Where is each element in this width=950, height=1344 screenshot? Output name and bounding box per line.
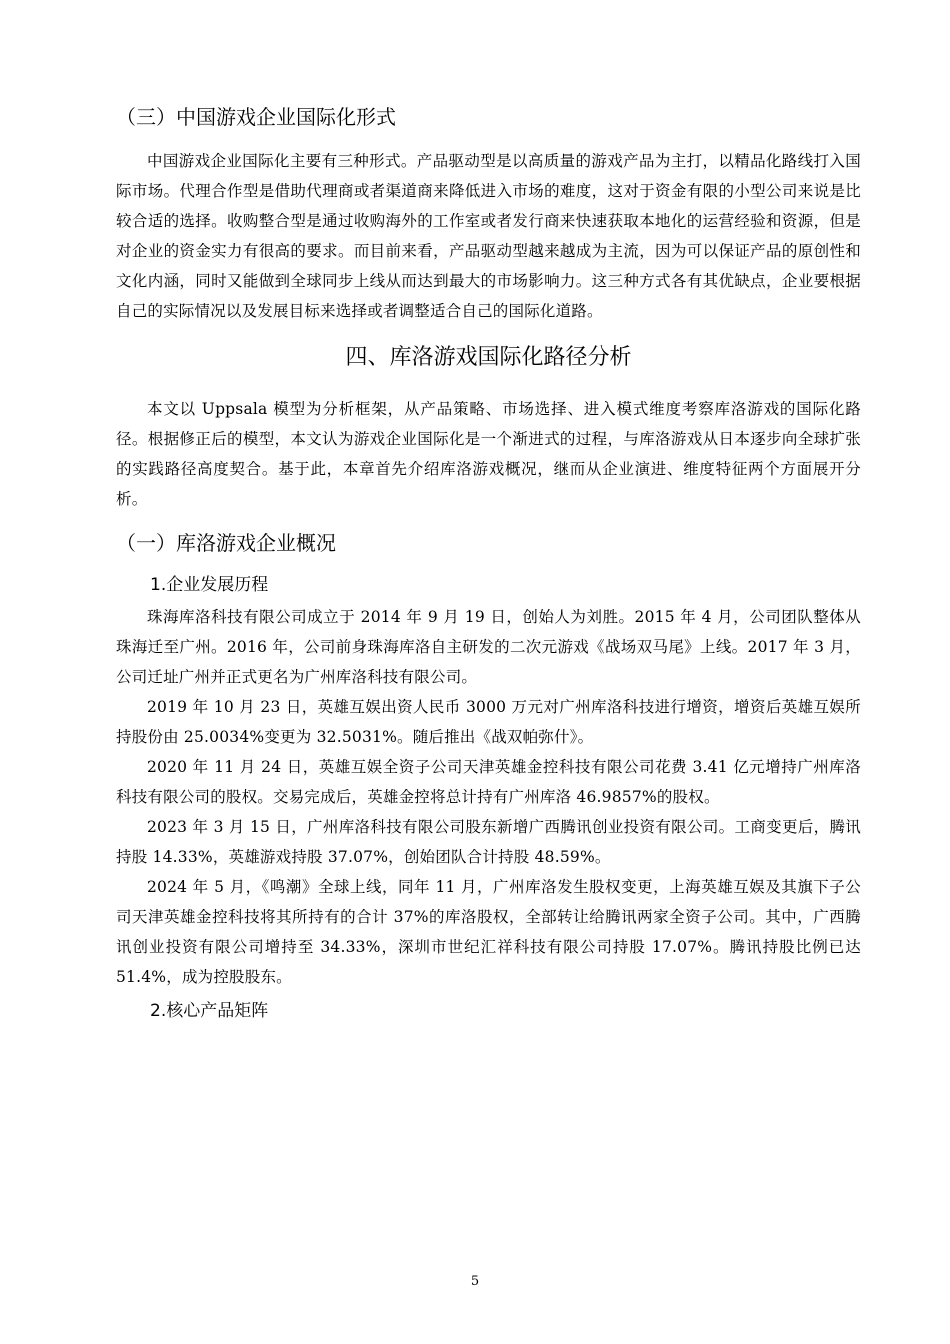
section-heading-3: （三）中国游戏企业国际化形式 bbox=[116, 105, 396, 129]
subsection-heading-products: 2.核心产品矩阵 bbox=[150, 1001, 269, 1021]
history-paragraph: 2023 年 3 月 15 日，广州库洛科技有限公司股东新增广西腾讯创业投资有限公司。工商变更后，腾讯持股 14.33%，英雄游戏持股 37.07%，创始团队合计持股 48.59%。 bbox=[116, 818, 861, 866]
body-paragraph: 本文以 Uppsala 模型为分析框架，从产品策略、市场选择、进入模式维度考察库洛游戏的国际化路径。根据修正后的模型，本文认为游戏企业国际化是一个渐进式的过程，与库洛游戏从日本逐步向全球扩张的实践路径高度契合。基于此，本章首先介绍库洛游戏概况，继而从企业演进、维度特征两个方面展开分析。 bbox=[116, 400, 861, 508]
page-content bbox=[116, 100, 861, 1028]
history-paragraph: 2024 年 5 月，《鸣潮》全球上线，同年 11 月，广州库洛发生股权变更，上海英雄互娱及其旗下子公司天津英雄金控科技将其所持有的合计 37%的库洛股权，全部转让给腾讯两家全资子公司。其中，广西腾讯创业投资有限公司增持至 34.33%，深圳市世纪汇祥科技有限公司持股 17.07%。腾讯持股比例已达 51.4%，成为控股股东。 bbox=[116, 878, 861, 986]
section-heading-1: （一）库洛游戏企业概况 bbox=[116, 531, 336, 555]
body-paragraph: 中国游戏企业国际化主要有三种形式。产品驱动型是以高质量的游戏产品为主打，以精品化路线打入国际市场。代理合作型是借助代理商或者渠道商来降低进入市场的难度，这对于资金有限的小型公司来说是比较合适的选择。收购整合型是通过收购海外的工作室或者发行商来快速获取本地化的运营经验和资源，但是对企业的资金实力有很高的要求。而目前来看，产品驱动型越来越成为主流，因为可以保证产品的原创性和文化内涵，同时又能做到全球同步上线从而达到最大的市场影响力。这三种方式各有其优缺点，企业要根据自己的实际情况以及发展目标来选择或者调整适合自己的国际化道路。 bbox=[116, 152, 861, 320]
history-paragraph: 珠海库洛科技有限公司成立于 2014 年 9 月 19 日，创始人为刘胜。2015 年 4 月，公司团队整体从珠海迁至广州。2016 年，公司前身珠海库洛自主研发的二次元游戏《战场双马尾》上线。2017 年 3 月，公司迁址广州并正式更名为广州库洛科技有限公司。 bbox=[116, 608, 861, 686]
subsection-heading-history: 1.企业发展历程 bbox=[150, 575, 269, 595]
page-number: 5 bbox=[470, 1274, 480, 1289]
history-paragraph: 2020 年 11 月 24 日，英雄互娱全资子公司天津英雄金控科技有限公司花费 3.41 亿元增持广州库洛科技有限公司的股权。交易完成后，英雄金控将总计持有广州库洛 46.9857%的股权。 bbox=[116, 758, 861, 806]
chapter-heading-4: 四、库洛游戏国际化路径分析 bbox=[345, 345, 632, 370]
history-paragraph: 2019 年 10 月 23 日，英雄互娱出资人民币 3000 万元对广州库洛科技进行增资，增资后英雄互娱所持股份由 25.0034%变更为 32.5031%。随后推出《战双帕弥什》。 bbox=[116, 698, 861, 746]
